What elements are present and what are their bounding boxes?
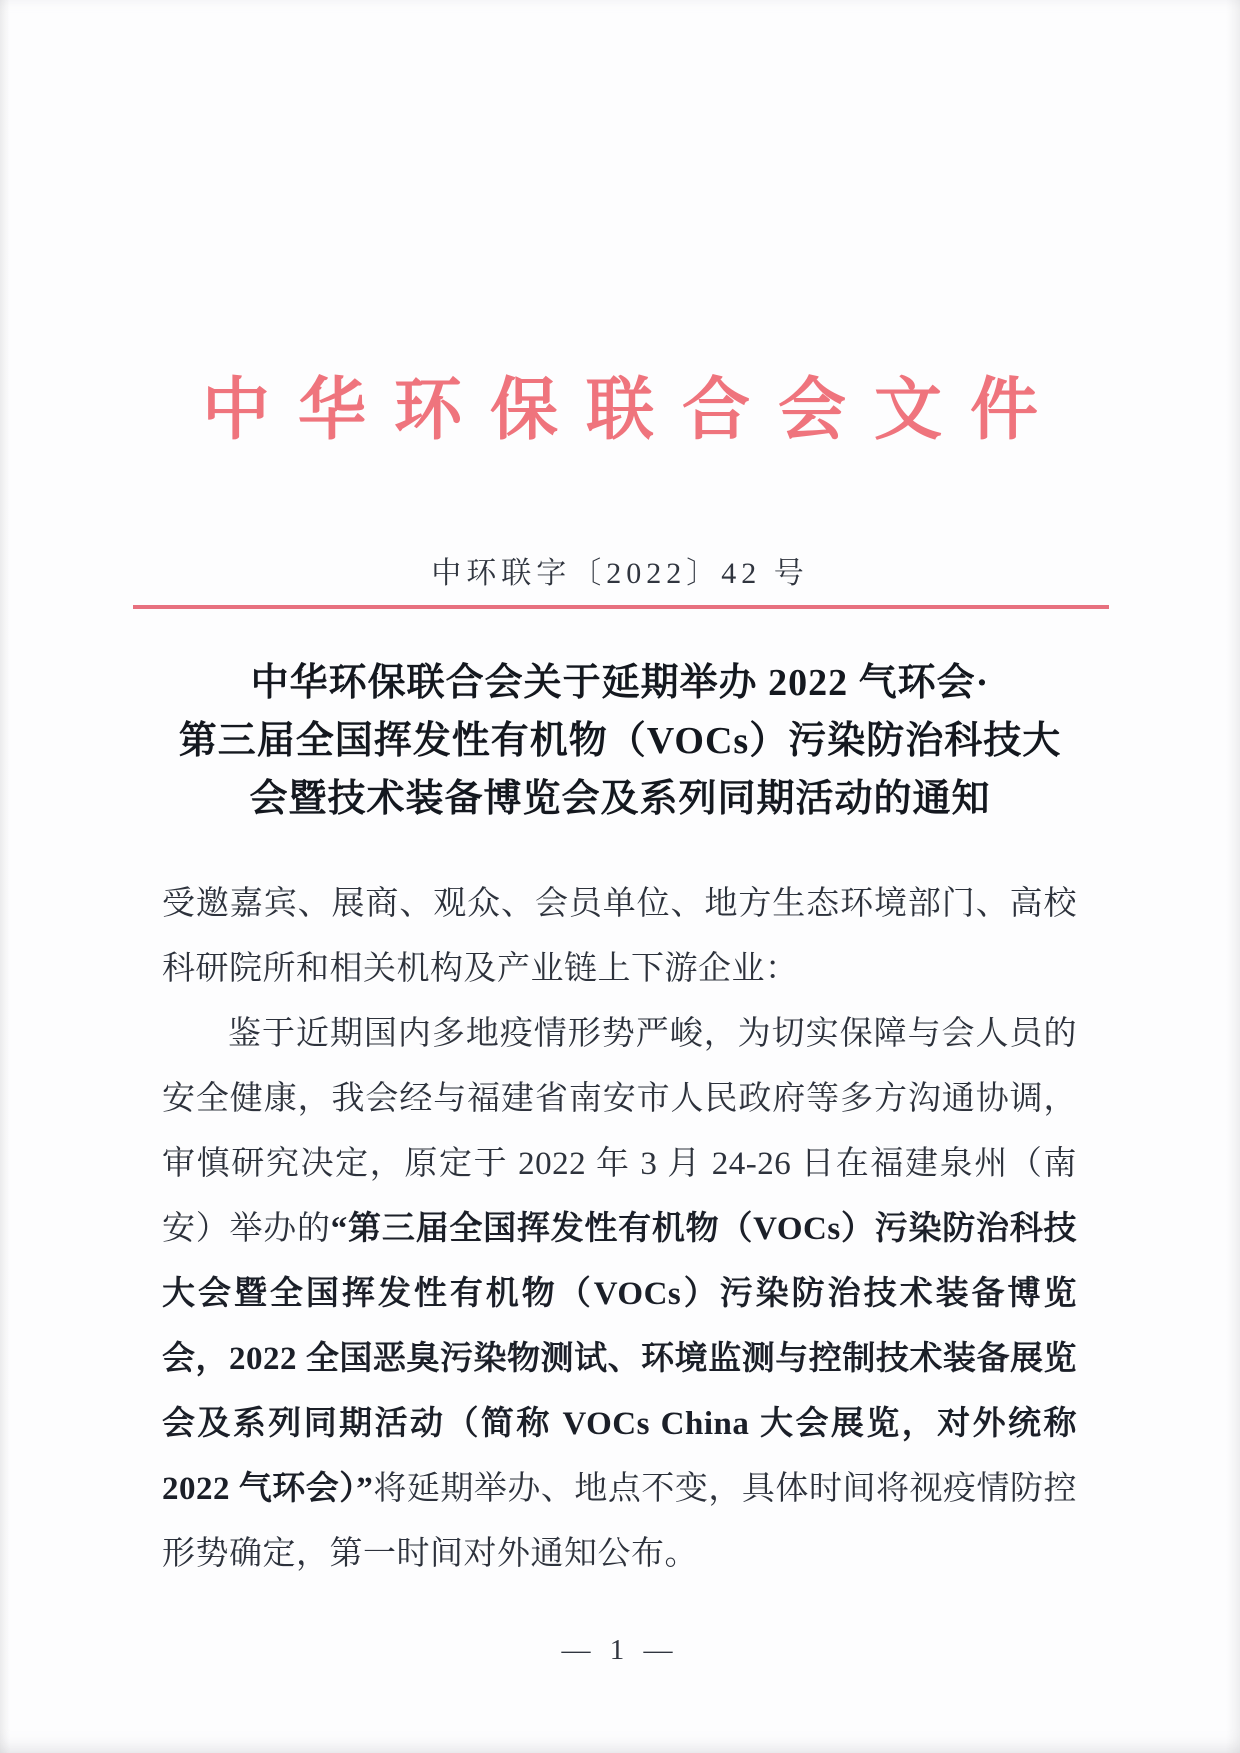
- paragraph-bold-event-name: “第三届全国挥发性有机物（VOCs）污染防治科技大会暨全国挥发性有机物（VOCs）污染防治技术装备博览会，2022 全国恶臭污染物测试、环境监测与控制技术装备展览会及系列同期活动（简称 VOCs China 大会展览，对外统称 2022 气环会）”: [162, 1211, 1077, 1507]
- red-header-banner-title: 中华环保联合会文件: [201, 372, 1066, 448]
- red-divider-rule: [133, 605, 1109, 609]
- document-title-line-2: 第三届全国挥发性有机物（VOCs）污染防治科技大: [178, 720, 1062, 762]
- document-title: [90, 654, 1150, 828]
- main-paragraph: [162, 1002, 1077, 1587]
- paragraph-tail-text: 将延期举办、地点不变，具体时间将视疫情防控形势确定，第一时间对外通知公布。: [162, 1471, 1078, 1572]
- salutation-text: 受邀嘉宾、展商、观众、会员单位、地方生态环境部门、高校科研院所和相关机构及产业链上下游企业：: [162, 886, 1077, 987]
- salutation-paragraph: [162, 872, 1077, 1002]
- document-reference-number: 中环联字〔2022〕42 号: [431, 557, 809, 590]
- document-title-line-1: 中华环保联合会关于延期举办 2022 气环会·: [250, 662, 990, 704]
- page-number: — 1 —: [561, 1634, 679, 1666]
- document-body: [162, 872, 1077, 1587]
- document-title-line-3: 会暨技术装备博览会及系列同期活动的通知: [249, 778, 991, 820]
- paragraph-lead-text: 鉴于近期国内多地疫情形势严峻，为切实保障与会人员的安全健康，我会经与福建省南安市人民政府等多方沟通协调，审慎研究决定，原定于 2022 年 3 月 24-26 日在福建泉州（南安）举办的: [162, 1016, 1077, 1247]
